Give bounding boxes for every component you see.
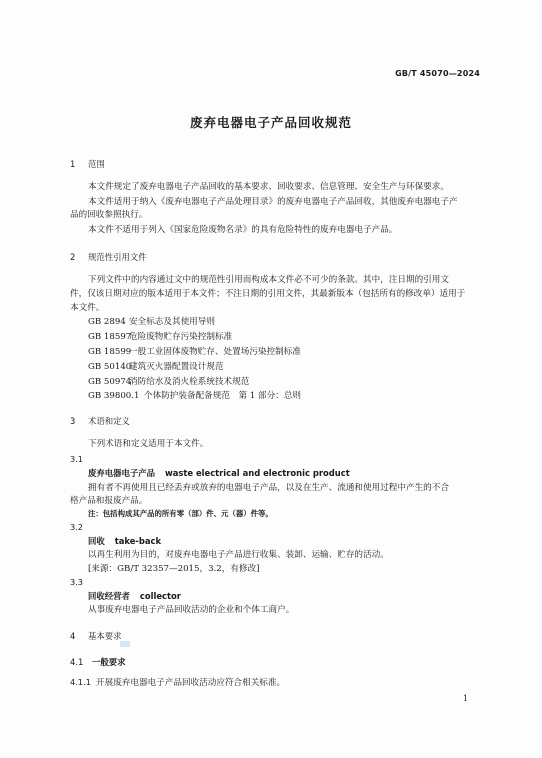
term-3-1-note: 注：包括构成其产品的所有零（部）件、元（器）件等。: [88, 509, 273, 518]
standard-code: GB/T 45070—2024: [395, 69, 480, 78]
reference-code: GB 39800.1: [88, 391, 140, 401]
term-3-2-definition: 以再生利用为目的，对废弃电器电子产品进行收集、装卸、运输、贮存的活动。: [88, 550, 389, 560]
term-3-1-definition-line-2: 格产品和报废产品。: [70, 496, 148, 506]
reference-item: [88, 346, 301, 358]
section-1-heading: 1 范围: [70, 159, 105, 169]
term-3-2-source: [来源：GB/T 32357—2015，3.2，有修改]: [88, 564, 260, 574]
reference-item: [88, 376, 249, 388]
reference-code: GB 50974: [88, 377, 132, 387]
reference-code: GB 18597: [88, 332, 132, 342]
clause-4-1-1: 4.1.1 开展废弃电器电子产品回收活动应符合相关标准。: [70, 677, 286, 688]
page-number: 1: [462, 694, 468, 703]
section-1-paragraph-1: 本文件规定了废弃电器电子产品回收的基本要求、回收要求、信息管理、安全生产与环保要求。: [88, 182, 449, 192]
section-1-paragraph-2-line-1: 本文件适用于纳入《废弃电器电子产品处理目录》的废弃电器电子产品回收，其他废弃电器电子产: [88, 197, 458, 207]
reference-title: 建筑灭火器配置设计规范: [129, 362, 224, 372]
reference-code: GB 2894: [88, 317, 126, 327]
section-4-heading: 4 基本要求: [70, 631, 122, 641]
reference-item: [88, 361, 224, 373]
term-3-1-name: 废弃电器电子产品 waste electrical and electronic product: [88, 468, 350, 478]
reference-code: GB 50140: [88, 362, 132, 372]
reference-item: [88, 316, 215, 328]
term-3-2-number: 3.2: [70, 522, 84, 532]
section-3-heading: 3 术语和定义: [70, 416, 130, 426]
section-4-1-heading: 4.1 一般要求: [70, 657, 126, 667]
section-3-intro: 下列术语和定义适用于本文件。: [88, 439, 209, 449]
reference-code: GB 18599: [88, 347, 132, 357]
section-2-paragraph-line-1: 下列文件中的内容通过文中的规范性引用而构成本文件必不可少的条款。其中，注日期的引用文: [88, 275, 449, 285]
term-3-1-number: 3.1: [70, 454, 84, 464]
reference-title: 一般工业固体废物贮存、处置场污染控制标准: [129, 347, 301, 357]
reference-title: 个体防护装备配备规范 第 1 部分：总则: [144, 391, 302, 401]
section-1-paragraph-3: 本文件不适用于列入《国家危险废物名录》的具有危险特性的废弃电器电子产品。: [88, 225, 398, 235]
term-3-3-definition: 从事废弃电器电子产品回收活动的企业和个体工商户。: [88, 605, 295, 615]
reference-item: [88, 390, 301, 402]
section-2-paragraph-line-3: 本文件。: [70, 303, 105, 313]
term-3-3-number: 3.3: [70, 577, 84, 587]
section-1-paragraph-2-line-2: 品的回收参照执行。: [70, 210, 148, 220]
reference-title: 危险废物贮存污染控制标准: [129, 332, 233, 342]
section-2-paragraph-line-2: 件，仅该日期对应的版本适用于本文件；不注日期的引用文件，其最新版本（包括所有的修改单）适用于: [70, 289, 466, 299]
reference-title: 消防给水及消火栓系统技术规范: [129, 377, 250, 387]
reference-title: 安全标志及其使用导则: [129, 317, 215, 327]
section-2-heading: 2 规范性引用文件: [70, 252, 147, 262]
document-title: 废弃电器电子产品回收规范: [189, 115, 352, 130]
selection-highlight: [120, 641, 130, 647]
term-3-1-definition-line-1: 拥有者不再使用且已经丢弃或放弃的电器电子产品，以及在生产、流通和使用过程中产生的不合: [88, 483, 449, 493]
reference-item: [88, 331, 232, 343]
term-3-3-name: 回收经营者 collector: [88, 591, 181, 601]
term-3-2-name: 回收 take-back: [88, 536, 162, 546]
